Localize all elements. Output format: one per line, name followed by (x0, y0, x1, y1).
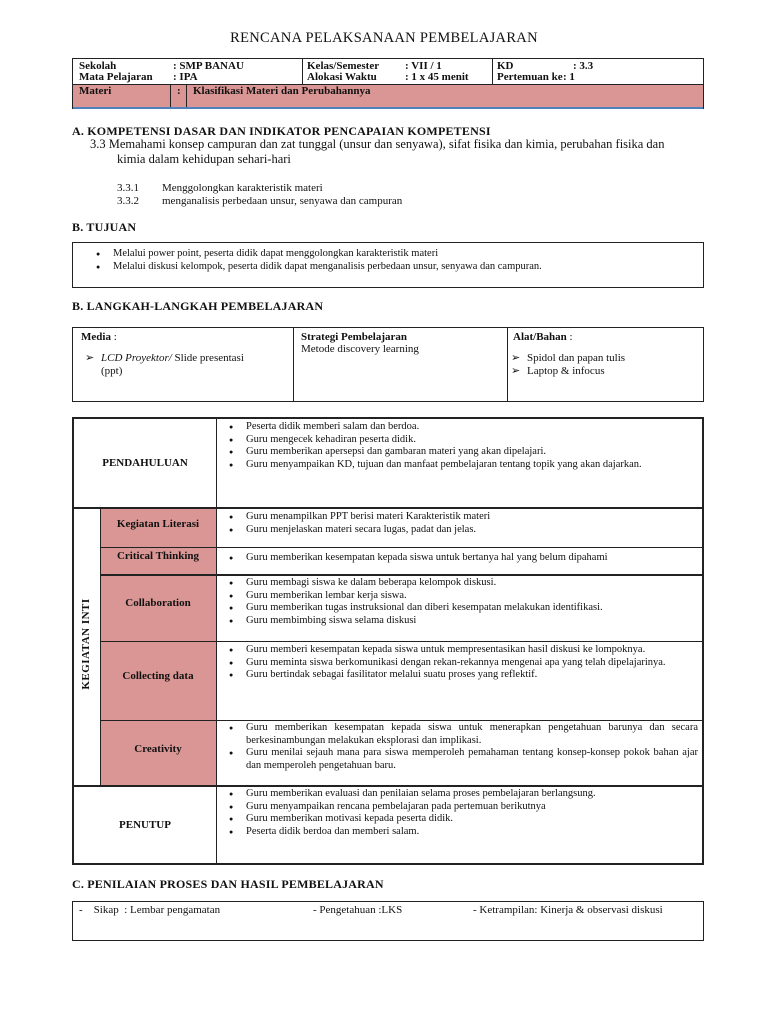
collab-label: Collaboration (125, 597, 191, 609)
kd-value: : 3.3 (573, 60, 594, 72)
critical-label: Critical Thinking (116, 550, 199, 562)
penutup-item: ● Peserta didik berdoa dan memberi salam. (220, 826, 698, 839)
penutup-item: ● Guru menyampaikan rencana pembelajaran pada pertemuan berikutnya (220, 801, 698, 814)
tujuan-item: ● Melalui power point, peserta didik dapat menggolongkan karakteristik materi (87, 248, 703, 261)
section-b-heading: B. TUJUAN (72, 220, 137, 234)
media-item (79, 352, 284, 378)
penilaian-keterampilan: - Ketrampilan: Kinerja & observasi diskusi (473, 904, 663, 916)
materi-row (73, 84, 703, 108)
alat-item: ➢ Laptop & infocus (505, 365, 625, 378)
pertemuan-value: : 1 (563, 71, 575, 83)
literasi-label: Kegiatan Literasi (116, 518, 200, 530)
creativity-label: Creativity (134, 743, 182, 755)
media-item-line2: (ppt) (101, 365, 123, 377)
alokasi-label: Alokasi Waktu (307, 71, 377, 83)
pertemuan-label: Pertemuan ke (497, 71, 563, 83)
penilaian-box (72, 901, 704, 941)
pendahuluan-item: ● Guru mengecek kehadiran peserta didik. (220, 434, 698, 447)
header-info-table (72, 58, 704, 109)
critical-item: ● Guru memberikan kesempatan kepada siswa untuk bertanya hal yang belum dipahami (220, 552, 698, 565)
media-strategi-table (72, 327, 704, 402)
collecting-label: Collecting data (122, 670, 194, 682)
kd-text-line2: kimia dalam kehidupan sehari-hari (117, 152, 291, 166)
collecting-item: ● Guru meminta siswa berkomunikasi dengan rekan-rekannya mengenai apa yang telah dipelajarinya. (220, 657, 698, 670)
kegiatan-inti-text: KEGIATAN INTI (80, 598, 92, 690)
literasi-item: ● Guru menampilkan PPT berisi materi Karakteristik materi (220, 511, 698, 524)
kelas-label: Kelas/Semester (307, 60, 380, 72)
section-a-heading: A. KOMPETENSI DASAR DAN INDIKATOR PENCAPAIAN KOMPETENSI (72, 124, 491, 138)
penutup-item: ● Guru memberikan evaluasi dan penilaian selama proses pembelajaran berlangsung. (220, 788, 698, 801)
materi-colon: : (177, 85, 181, 97)
literasi-item: ● Guru menjelaskan materi secara lugas, padat dan jelas. (220, 524, 698, 537)
kegiatan-inti-label (74, 505, 98, 783)
media-item-rest: Slide presentasi (171, 352, 244, 364)
collab-item: ● Guru memberikan tugas instruksional dan diberi kesempatan melakukan identifikasi. (220, 602, 698, 615)
activities-table (72, 417, 704, 865)
media-label: Media (81, 331, 111, 343)
sekolah-value: : SMP BANAU (173, 60, 244, 72)
pendahuluan-item: ● Guru memberikan apersepsi dan gambaran materi yang akan dipelajari. (220, 446, 698, 459)
media-colon: : (110, 331, 117, 343)
strategi-label: Strategi Pembelajaran (301, 331, 407, 343)
alat-colon: : (566, 331, 573, 343)
indicator-1-num: 3.3.1 (117, 182, 139, 194)
strategi-value: Metode discovery learning (301, 343, 419, 355)
collab-item: ● Guru memberikan lembar kerja siswa. (220, 590, 698, 603)
mapel-label: Mata Pelajaran (79, 71, 153, 83)
indicator-1-text: Menggolongkan karakteristik materi (162, 182, 323, 194)
tujuan-item: ● Melalui diskusi kelompok, peserta didik dapat menganalisis perbedaan unsur, senyawa dan campuran. (87, 261, 703, 274)
materi-label: Materi (79, 85, 112, 97)
creativity-item: ● Guru menilai sejauh mana para siswa memperoleh pemahaman tentang konsep-konsep pokok bahan ajar dan memperoleh pengetahuan baru. (220, 747, 698, 772)
mapel-value: : IPA (173, 71, 198, 83)
penilaian-pengetahuan: - Pengetahuan :LKS (313, 904, 403, 916)
document-title: RENCANA PELAKSANAAN PEMBELAJARAN (230, 30, 538, 46)
kd-text-line1: 3.3 Memahami konsep campuran dan zat tunggal (unsur dan senyawa), sifat fisika dan kimia, perubahan fisika dan (90, 137, 665, 151)
alat-label: Alat/Bahan (513, 331, 567, 343)
pendahuluan-item: ● Guru menyampaikan KD, tujuan dan manfaat pembelajaran tentang topik yang akan dajarkan. (220, 459, 698, 472)
indicator-2-text: menganalisis perbedaan unsur, senyawa dan campuran (162, 195, 403, 207)
collab-item: ● Guru membagi siswa ke dalam beberapa kelompok diskusi. (220, 577, 698, 590)
section-langkah-heading: B. LANGKAH-LANGKAH PEMBELAJARAN (72, 299, 324, 313)
collab-item: ● Guru membimbing siswa selama diskusi (220, 615, 698, 628)
section-c-heading: C. PENILAIAN PROSES DAN HASIL PEMBELAJARAN (72, 877, 384, 891)
collecting-item: ● Guru memberi kesempatan kepada siswa untuk mempresentasikan hasil diskusi ke lompoknya. (220, 644, 698, 657)
penilaian-sikap: - Sikap : Lembar pengamatan (79, 904, 221, 916)
sekolah-label: Sekolah (79, 60, 117, 72)
materi-value: Klasifikasi Materi dan Perubahannya (193, 85, 371, 97)
tujuan-box (72, 242, 704, 288)
collecting-item: ● Guru bertindak sebagai fasilitator melalui suatu proses yang reflektif. (220, 669, 698, 682)
creativity-item: ● Guru memberikan kesempatan kepada siswa untuk menerapkan pengetahuan barunya dan secara berkesinambungan melakukan eksplorasi dan implikasi. (220, 722, 698, 747)
media-item-italic: LCD Proyektor/ (101, 352, 172, 364)
kelas-value: : VII / 1 (405, 60, 442, 72)
kd-label: KD (497, 60, 514, 72)
alat-item: ➢ Spidol dan papan tulis (505, 352, 625, 365)
penutup-item: ● Guru memberikan motivasi kepada peserta didik. (220, 813, 698, 826)
pendahuluan-label: PENDAHULUAN (102, 457, 188, 469)
indicator-2-num: 3.3.2 (117, 195, 139, 207)
alokasi-value: : 1 x 45 menit (405, 71, 469, 83)
penutup-label: PENUTUP (119, 819, 171, 831)
pendahuluan-item: ● Peserta didik memberi salam dan berdoa. (220, 421, 698, 434)
